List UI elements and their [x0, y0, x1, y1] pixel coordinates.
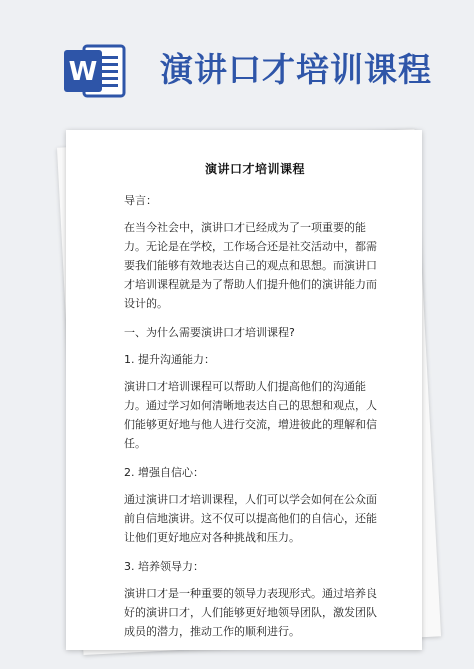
section-heading: 一、为什么需要演讲口才培训课程? [124, 326, 295, 339]
intro-label: 导言： [124, 194, 157, 207]
intro-paragraph: 在当今社会中，演讲口才已经成为了一项重要的能力。无论是在学校，工作场合还是社交活动中，都需要我们能够有效地表达自己的观点和思想。而演讲口才培训课程就是为了帮助人们提升他们的演讲能力而设计的。 [124, 221, 377, 310]
word-icon-letter: W [68, 57, 98, 87]
item-paragraph-1: 演讲口才培训课程可以帮助人们提高他们的沟通能力。通过学习如何清晰地表达自己的思想和观点，人们能够更好地与他人进行交流，增进彼此的理解和信任。 [124, 380, 377, 450]
item-paragraph-3: 演讲口才是一种重要的领导力表现形式。通过培养良好的演讲口才，人们能够更好地领导团队，激发团队成员的潜力，推动工作的顺利进行。 [124, 587, 377, 638]
document-content [124, 160, 386, 651]
item-heading-2: 2. 增强自信心： [124, 466, 204, 479]
banner-title: 演讲口才培训课程 [160, 50, 432, 89]
item-heading-3: 3. 培养领导力： [124, 560, 204, 573]
header-banner [0, 0, 474, 120]
item-heading-1: 1. 提升沟通能力： [124, 353, 215, 366]
document-page [66, 130, 422, 650]
document-title: 演讲口才培训课程 [204, 162, 305, 176]
item-paragraph-2: 通过演讲口才培训课程，人们可以学会如何在公众面前自信地演讲。这不仅可以提高他们的自信心，还能让他们更好地应对各种挑战和压力。 [124, 493, 377, 544]
word-icon [62, 42, 126, 100]
